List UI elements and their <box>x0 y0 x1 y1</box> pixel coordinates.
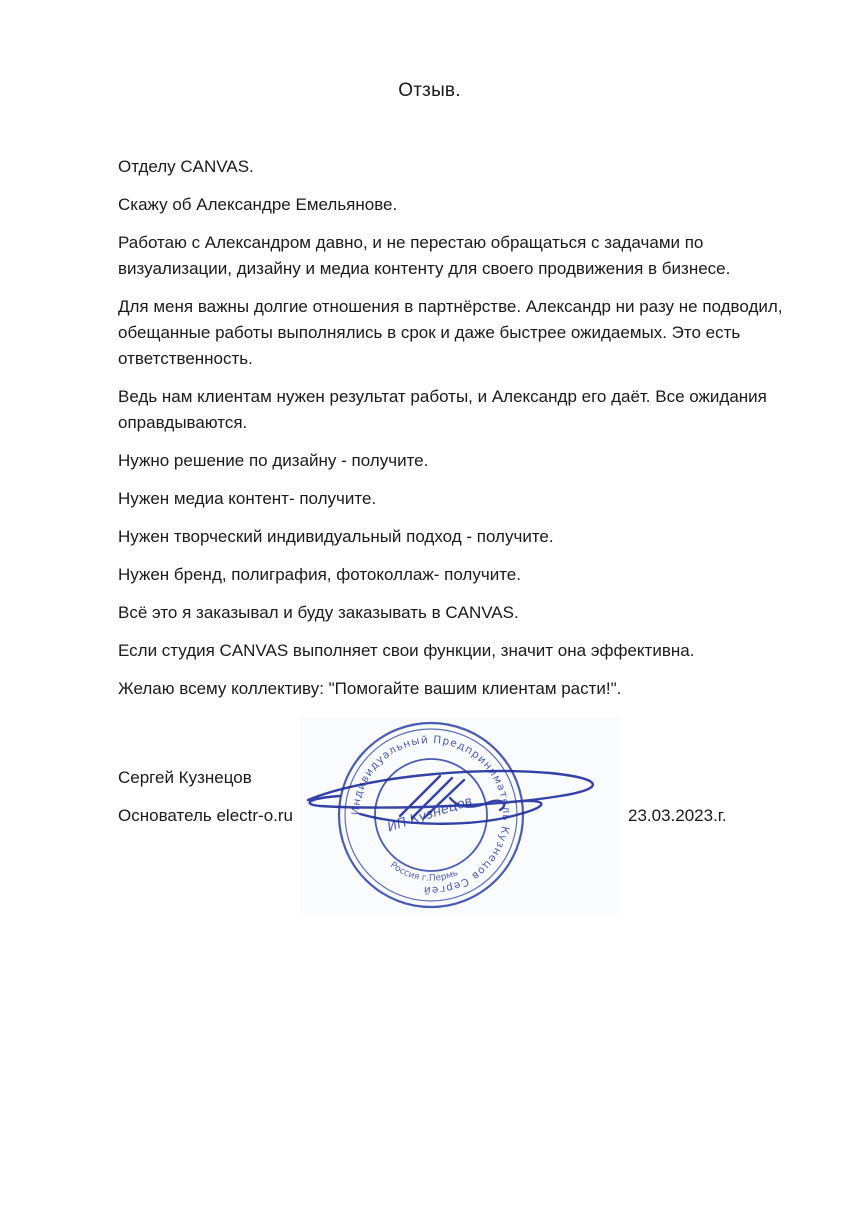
paragraph-addressee: Отделу CANVAS. <box>118 157 254 176</box>
paragraph-results: Ведь нам клиентам нужен результат работы, и Александр его даёт. Все ожидания оправдываются. <box>118 387 767 432</box>
signatory-role: Основатель electr-o.ru <box>118 806 293 825</box>
stamp-ring-text: Индивидуальный Предприниматель Кузнецов Сергей <box>349 733 513 897</box>
document-title: Отзыв. <box>398 80 461 101</box>
paragraph-effective: Если студия CANVAS выполняет свои функции, значит она эффективна. <box>118 641 695 660</box>
paragraph-subject: Скажу об Александре Емельянове. <box>118 195 398 214</box>
stamp-seal-image <box>300 718 620 913</box>
paragraph-media: Нужен медиа контент- получите. <box>118 489 377 508</box>
paragraph-work-history: Работаю с Александром давно, и не перестаю обращаться с задачами по визуализации, дизайну и медиа контенту для своего продвижения в бизнесе. <box>118 233 731 278</box>
stamp-center-text: ИП Кузнецов <box>385 793 475 836</box>
stamp-and-signature <box>300 718 620 913</box>
paragraph-design: Нужно решение по дизайну - получите. <box>118 451 429 470</box>
stamp-bottom-text: Россия г.Пермь <box>388 860 460 884</box>
paragraph-ordering: Всё это я заказывал и буду заказывать в CANVAS. <box>118 603 519 622</box>
document-date: 23.03.2023.г. <box>628 806 727 825</box>
paragraph-approach: Нужен творческий индивидуальный подход - получите. <box>118 527 554 546</box>
paragraph-brand: Нужен бренд, полиграфия, фотоколлаж- получите. <box>118 565 521 584</box>
paragraph-wish: Желаю всему коллективу: "Помогайте вашим клиентам расти!". <box>118 679 622 698</box>
paragraph-partnership: Для меня важны долгие отношения в партнёрстве. Александр ни разу не подводил, обещанные работы выполнялись в срок и даже быстрее ожидаемых. Это есть ответственность. <box>118 297 783 368</box>
document-body <box>118 154 818 714</box>
signatory-name: Сергей Кузнецов <box>118 768 252 787</box>
svg-text:Россия г.Пермь <box>388 860 459 883</box>
